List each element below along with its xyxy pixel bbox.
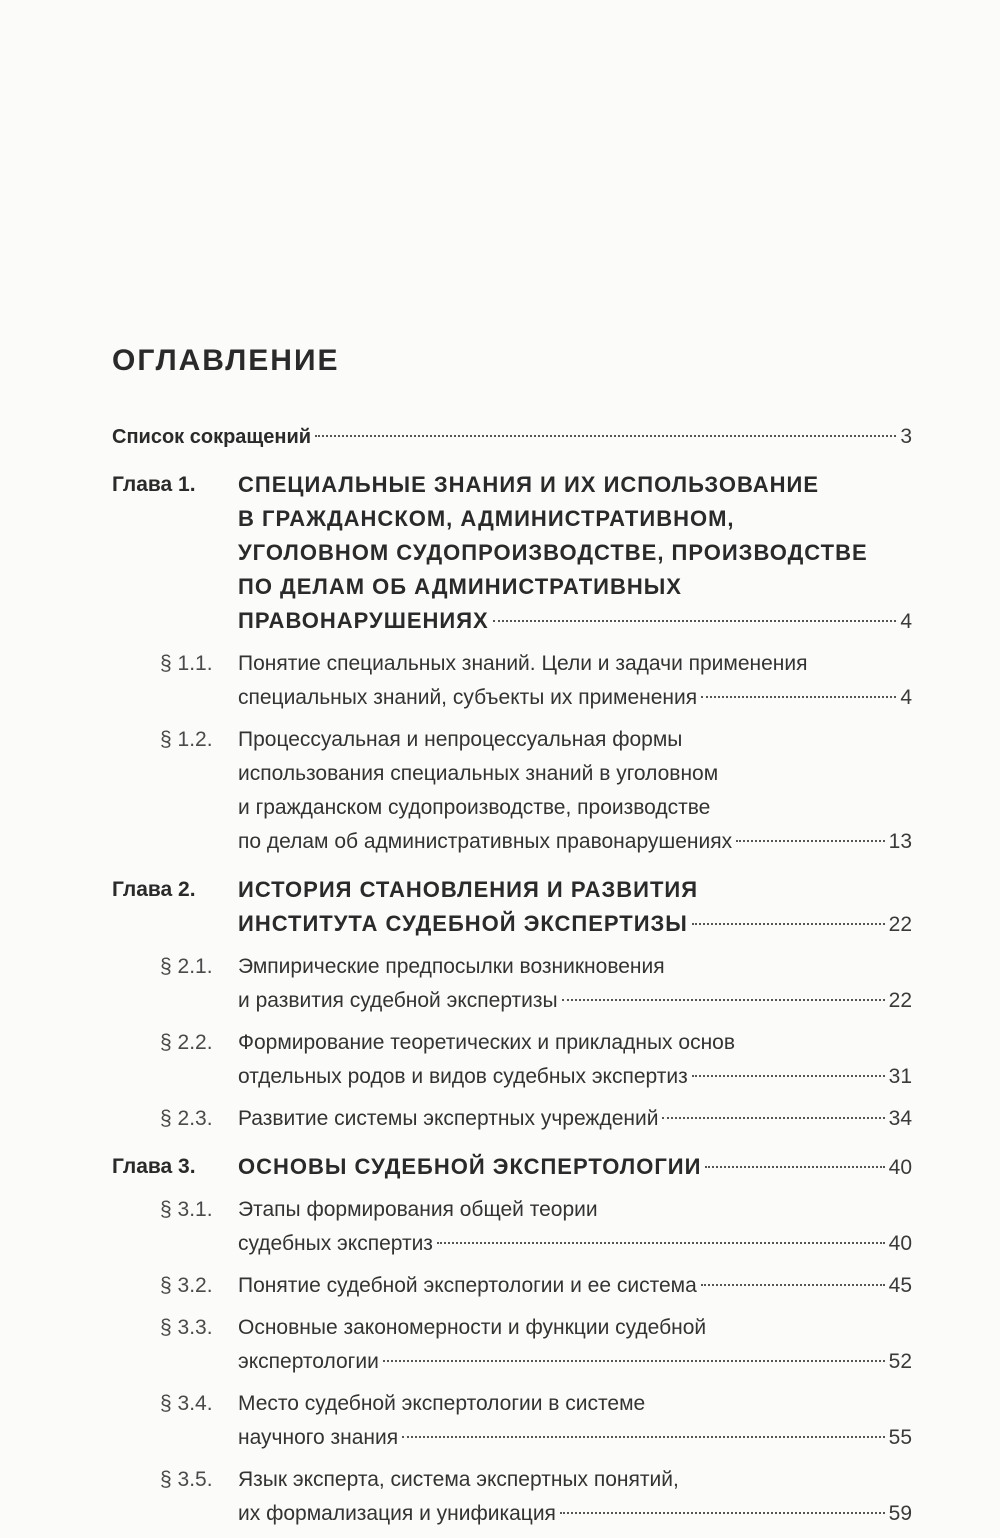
- entry-title-last-line: [238, 604, 912, 639]
- entry-title-line: и развития судебной экспертизы: [238, 989, 558, 1012]
- entry-title-last-line: [238, 1421, 912, 1455]
- entry-title: [238, 873, 912, 942]
- entry-title-line: их формализация и унификация: [238, 1502, 556, 1525]
- entry-title: [238, 1387, 912, 1455]
- entry-title-last-line: [238, 1227, 912, 1261]
- entry-title-line: ПРАВОНАРУШЕНИЯХ: [238, 608, 489, 633]
- entry-label: § 3.5.: [160, 1468, 213, 1491]
- entry-title-line: судебных экспертиз: [238, 1232, 433, 1255]
- entry-title-line: УГОЛОВНОМ СУДОПРОИЗВОДСТВЕ, ПРОИЗВОДСТВЕ: [238, 540, 868, 565]
- entry-title: [238, 1269, 912, 1303]
- entry-label: § 2.1.: [160, 955, 213, 978]
- page-number: 59: [888, 1502, 912, 1525]
- entry-title-line: ИСТОРИЯ СТАНОВЛЕНИЯ И РАЗВИТИЯ: [238, 877, 699, 902]
- entry-title-line: Понятие судебной экспертологии и ее система: [238, 1274, 697, 1297]
- entry-title-last-line: [238, 1269, 912, 1303]
- entry-label: Глава 3.: [112, 1155, 196, 1178]
- dot-leader: [692, 1075, 885, 1077]
- dot-leader: [701, 1284, 885, 1286]
- entry-title-line: отдельных родов и видов судебных экспертиз: [238, 1065, 688, 1088]
- entry-title-line: Развитие системы экспертных учреждений: [238, 1107, 659, 1130]
- page-number: 13: [888, 830, 912, 853]
- entry-label: Глава 1.: [112, 473, 196, 496]
- entry-title-last-line: [238, 825, 912, 859]
- entry-title-last-line: [238, 681, 912, 715]
- dot-leader: [562, 999, 885, 1001]
- entry-label: § 3.4.: [160, 1392, 213, 1415]
- entry-title: [238, 1311, 912, 1379]
- dot-leader: [383, 1360, 885, 1362]
- entry-title: [112, 420, 912, 454]
- dot-leader: [692, 923, 885, 925]
- page-number: 4: [900, 610, 912, 633]
- entry-label: § 1.2.: [160, 728, 213, 751]
- entry-title-line: и гражданском судопроизводстве, производстве: [238, 796, 711, 819]
- toc-entry-section-1-1[interactable]: [112, 647, 912, 715]
- entry-title-line: Формирование теоретических и прикладных основ: [238, 1031, 736, 1054]
- toc-entry-section-2-1[interactable]: [112, 950, 912, 1018]
- entry-title-last-line: [112, 420, 912, 454]
- entry-title: [238, 1026, 912, 1094]
- entry-title-line: В ГРАЖДАНСКОМ, АДМИНИСТРАТИВНОМ,: [238, 506, 735, 531]
- toc-entry-chapter-2[interactable]: [112, 873, 912, 942]
- dot-leader: [315, 435, 896, 437]
- page-number: 40: [888, 1156, 912, 1179]
- entry-title-last-line: [238, 1345, 912, 1379]
- page-number: 3: [900, 425, 912, 448]
- dot-leader: [662, 1117, 884, 1119]
- page-number: 4: [900, 686, 912, 709]
- entry-title-last-line: [238, 1102, 912, 1136]
- page-number: 22: [888, 913, 912, 936]
- entry-title-line: специальных знаний, субъекты их применения: [238, 686, 698, 709]
- entry-label: § 3.1.: [160, 1198, 213, 1221]
- dot-leader: [701, 696, 896, 698]
- page-number: 40: [888, 1232, 912, 1255]
- entry-title: [238, 647, 912, 715]
- page-number: 55: [888, 1426, 912, 1449]
- page-number: 34: [888, 1107, 912, 1130]
- entry-title-line: ПО ДЕЛАМ ОБ АДМИНИСТРАТИВНЫХ: [238, 574, 682, 599]
- toc-entry-section-2-3[interactable]: [112, 1102, 912, 1136]
- dot-leader: [402, 1436, 885, 1438]
- entry-title-last-line: [238, 984, 912, 1018]
- toc-entry-section-3-4[interactable]: [112, 1387, 912, 1455]
- dot-leader: [560, 1512, 885, 1514]
- entry-title: [238, 1102, 912, 1136]
- entry-title-line: Процессуальная и непроцессуальная формы: [238, 728, 683, 751]
- page-number: 45: [888, 1274, 912, 1297]
- entry-title: [238, 723, 912, 859]
- toc-entry-section-3-3[interactable]: [112, 1311, 912, 1379]
- entry-label: § 2.2.: [160, 1031, 213, 1054]
- entry-title: [238, 950, 912, 1018]
- table-of-contents: [112, 420, 912, 1531]
- entry-label: § 1.1.: [160, 652, 213, 675]
- entry-title-line: по делам об административных правонарушениях: [238, 830, 733, 853]
- page-title: ОГЛАВЛЕНИЕ: [112, 344, 340, 377]
- entry-title-line: Понятие специальных знаний. Цели и задачи применения: [238, 652, 808, 675]
- toc-entry-section-3-2[interactable]: [112, 1269, 912, 1303]
- toc-entry-section-1-2[interactable]: [112, 723, 912, 859]
- entry-title: [238, 1193, 912, 1261]
- entry-label: § 3.3.: [160, 1316, 213, 1339]
- entry-label: Глава 2.: [112, 878, 196, 901]
- page-number: 22: [888, 989, 912, 1012]
- dot-leader: [437, 1242, 885, 1244]
- entry-title-line: Место судебной экспертологии в системе: [238, 1392, 646, 1415]
- dot-leader: [493, 620, 897, 622]
- entry-title-line: ОСНОВЫ СУДЕБНОЙ ЭКСПЕРТОЛОГИИ: [238, 1154, 702, 1179]
- entry-title-last-line: [238, 1150, 912, 1185]
- dot-leader: [736, 840, 885, 842]
- entry-title-line: Основные закономерности и функции судебной: [238, 1316, 707, 1339]
- entry-title-line: использования специальных знаний в уголовном: [238, 762, 719, 785]
- toc-entry-section-3-1[interactable]: [112, 1193, 912, 1261]
- entry-title-last-line: [238, 907, 912, 942]
- toc-entry-section-2-2[interactable]: [112, 1026, 912, 1094]
- toc-entry-section-3-5[interactable]: [112, 1463, 912, 1531]
- entry-title: [238, 468, 912, 639]
- entry-title-line: Язык эксперта, система экспертных понятий,: [238, 1468, 679, 1491]
- entry-label: § 3.2.: [160, 1274, 213, 1297]
- toc-entry-chapter-1[interactable]: [112, 468, 912, 639]
- entry-title-line: Список сокращений: [112, 426, 312, 448]
- entry-title-line: научного знания: [238, 1426, 399, 1449]
- entry-title-line: экспертологии: [238, 1350, 379, 1373]
- entry-title: [238, 1463, 912, 1531]
- entry-title-line: ИНСТИТУТА СУДЕБНОЙ ЭКСПЕРТИЗЫ: [238, 911, 688, 936]
- entry-label: § 2.3.: [160, 1107, 213, 1130]
- entry-title: [238, 1150, 912, 1185]
- entry-title-last-line: [238, 1060, 912, 1094]
- toc-entry-abbreviations[interactable]: [112, 420, 912, 454]
- page-number: 52: [888, 1350, 912, 1373]
- toc-entry-chapter-3[interactable]: [112, 1150, 912, 1185]
- dot-leader: [705, 1166, 884, 1168]
- entry-title-line: СПЕЦИАЛЬНЫЕ ЗНАНИЯ И ИХ ИСПОЛЬЗОВАНИЕ: [238, 472, 820, 497]
- entry-title-line: Этапы формирования общей теории: [238, 1198, 598, 1221]
- page-number: 31: [888, 1065, 912, 1088]
- entry-title-last-line: [238, 1497, 912, 1531]
- entry-title-line: Эмпирические предпосылки возникновения: [238, 955, 665, 978]
